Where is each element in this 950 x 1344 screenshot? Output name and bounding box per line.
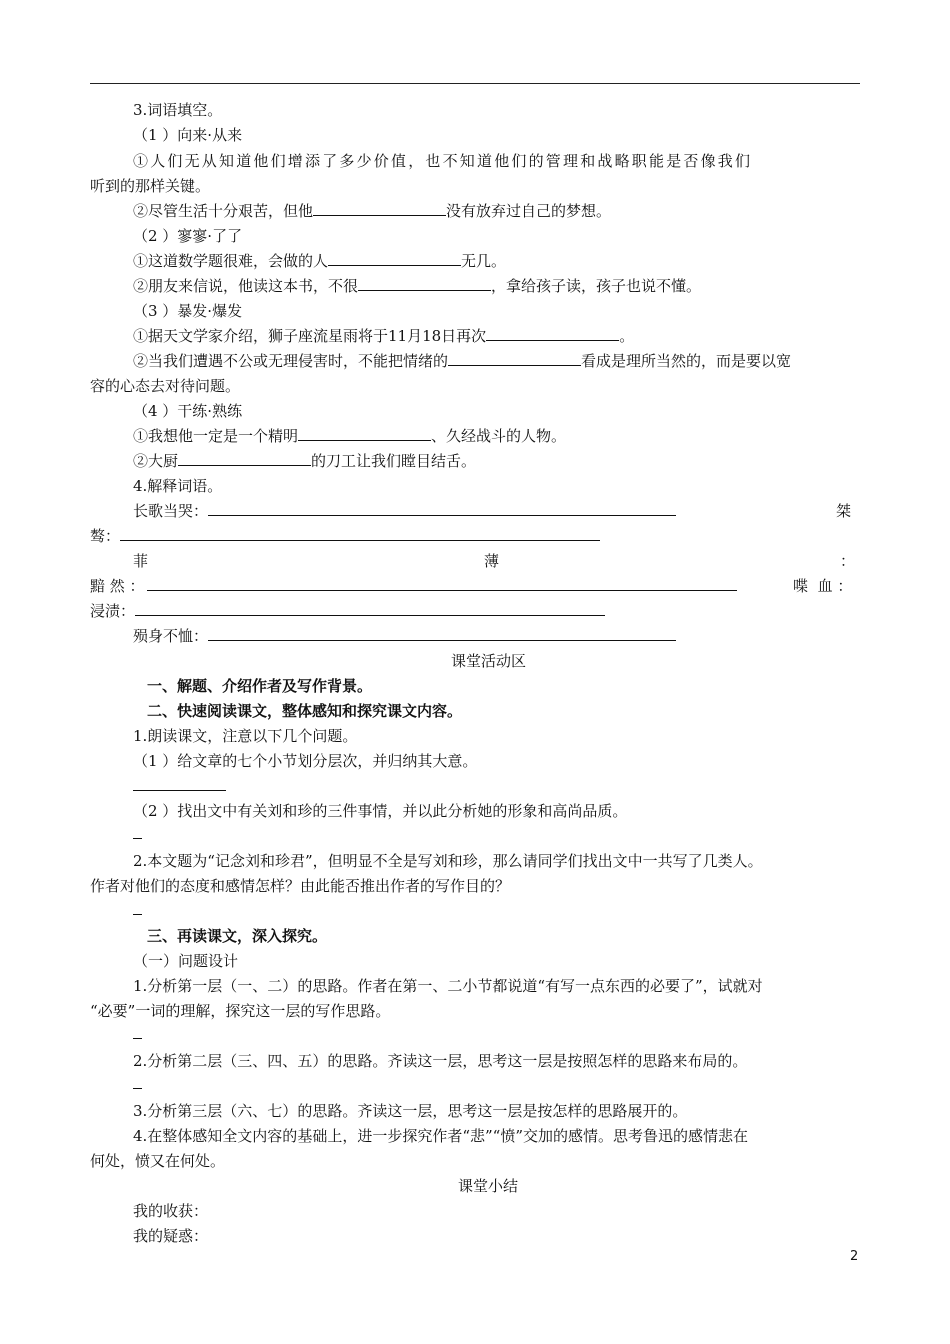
fill-blank[interactable] bbox=[328, 251, 461, 266]
answer-line[interactable] bbox=[147, 576, 737, 591]
section1-p3: （2 ）找出文中有关刘和珍的三件事情，并以此分析她的形象和高尚品质。 bbox=[133, 802, 628, 820]
q3-group1-head: （1 ）向来·从来 bbox=[133, 126, 243, 144]
q3-g1-sentence2: ②尽管生活十分艰苦，但他 没有放弃过自己的梦想。 bbox=[133, 202, 612, 220]
answer-line-short[interactable] bbox=[133, 776, 226, 796]
answer-line[interactable] bbox=[208, 626, 676, 641]
section1-heading1: 一、解题、介绍作者及写作背景。 bbox=[147, 677, 373, 695]
fill-blank[interactable] bbox=[448, 351, 581, 366]
q4-term3-second: 薄 bbox=[484, 552, 500, 570]
section1-p4: 2.本文题为“记念刘和珍君”，但明显不全是写刘和珍，那么请同学们找出文中一共写了几类人。 bbox=[133, 852, 763, 870]
q4-term2: 骜： bbox=[90, 526, 600, 546]
fill-blank[interactable] bbox=[313, 201, 446, 216]
section1-p8: 3.分析第三层（六、七）的思路。齐读这一层，思考这一层是按怎样的思路展开的。 bbox=[133, 1102, 688, 1120]
q4-term7: 殒身不恤： bbox=[133, 626, 676, 646]
q3-group3-head: （3 ）暴发·爆发 bbox=[133, 302, 243, 320]
q3-g3-sentence2: ②当我们遭遇不公或无理侵害时，不能把情绪的 看成是理所当然的，而是要以宽 bbox=[133, 352, 792, 370]
q3-group4-head: （4 ）干练·熟练 bbox=[133, 402, 243, 420]
q4-term6: 浸渍： bbox=[90, 601, 605, 621]
q4-title: 4.解释词语。 bbox=[133, 477, 223, 495]
section1-p6-cont: “必要”一词的理解，探究这一层的写作思路。 bbox=[90, 1002, 391, 1020]
header-rule bbox=[90, 83, 860, 84]
q3-group2-head: （2 ）寥寥·了了 bbox=[133, 227, 243, 245]
fill-blank[interactable] bbox=[298, 426, 431, 441]
section1-p9: 4.在整体感知全文内容的基础上，进一步探究作者“悲”“愤”交加的感情。思考鲁迅的感情悲在 bbox=[133, 1127, 748, 1145]
q3-g4-sentence1: ①我想他一定是一个精明 、久经战斗的人物。 bbox=[133, 427, 567, 445]
q4-term3-first: 菲 bbox=[133, 552, 149, 570]
answer-line[interactable] bbox=[120, 526, 600, 541]
q3-title: 3.词语填空。 bbox=[133, 101, 223, 119]
q3-g1-sentence1-cont: 听到的那样关键。 bbox=[90, 177, 211, 195]
q4-term1: 长歌当哭： bbox=[133, 501, 676, 521]
fill-blank[interactable] bbox=[486, 326, 619, 341]
summary-gain: 我的收获： bbox=[133, 1202, 209, 1220]
q3-g2-sentence2: ②朋友来信说，他读这本书，不很 ，拿给孩子读，孩子也说不懂。 bbox=[133, 277, 702, 295]
q3-g3-sentence1: ①据天文学家介绍，狮子座流星雨将于11月18日再次 。 bbox=[133, 327, 635, 345]
q4-term2-first: 桀 bbox=[836, 502, 852, 520]
q3-g2-sentence1: ①这道数学题很难，会做的人 无几。 bbox=[133, 252, 507, 270]
section1-p2: （1 ）给文章的七个小节划分层次，并归纳其大意。 bbox=[133, 752, 478, 770]
section1-p5: （一）问题设计 bbox=[133, 952, 239, 970]
fill-blank[interactable] bbox=[178, 451, 311, 466]
section-title-activity: 课堂活动区 bbox=[451, 652, 527, 670]
section1-p9-cont: 何处，愤又在何处。 bbox=[90, 1152, 226, 1170]
section1-p1: 1.朗读课文，注意以下几个问题。 bbox=[133, 727, 358, 745]
section1-p4-cont: 作者对他们的态度和感情怎样？由此能否推出作者的写作目的？ bbox=[90, 877, 511, 895]
q3-g3-sentence2-cont: 容的心态去对待问题。 bbox=[90, 377, 241, 395]
answer-dash[interactable] bbox=[133, 1024, 142, 1044]
section-title-summary: 课堂小结 bbox=[458, 1177, 519, 1195]
section1-p6: 1.分析第一层（一、二）的思路。作者在第一、二小节都说道“有写一点东西的必要了”，试就对 bbox=[133, 977, 763, 995]
q4-term4: 黯 然 ： bbox=[90, 576, 737, 596]
section1-p7: 2.分析第二层（三、四、五）的思路。齐读这一层，思考这一层是按照怎样的思路来布局的。 bbox=[133, 1052, 748, 1070]
q4-term5-first: 喋 血 ： bbox=[793, 577, 853, 595]
q4-term3-colon: ： bbox=[840, 552, 856, 570]
q3-g4-sentence2: ②大厨 的刀工让我们瞠目结舌。 bbox=[133, 452, 477, 470]
fill-blank[interactable] bbox=[358, 276, 491, 291]
page-number: 2 bbox=[850, 1249, 859, 1264]
answer-line[interactable] bbox=[208, 501, 676, 516]
answer-dash[interactable] bbox=[133, 1074, 142, 1094]
section1-heading2: 二、快速阅读课文，整体感知和探究课文内容。 bbox=[147, 702, 463, 720]
answer-line[interactable] bbox=[135, 601, 605, 616]
answer-dash[interactable] bbox=[133, 824, 142, 844]
q3-g1-sentence1: ①人们无从知道他们增添了多少价值，也不知道他们的管理和战略职能是否像我们 bbox=[133, 152, 753, 170]
answer-dash[interactable] bbox=[133, 900, 142, 920]
summary-doubt: 我的疑惑： bbox=[133, 1227, 209, 1245]
section1-heading3: 三、再读课文，深入探究。 bbox=[147, 927, 328, 945]
